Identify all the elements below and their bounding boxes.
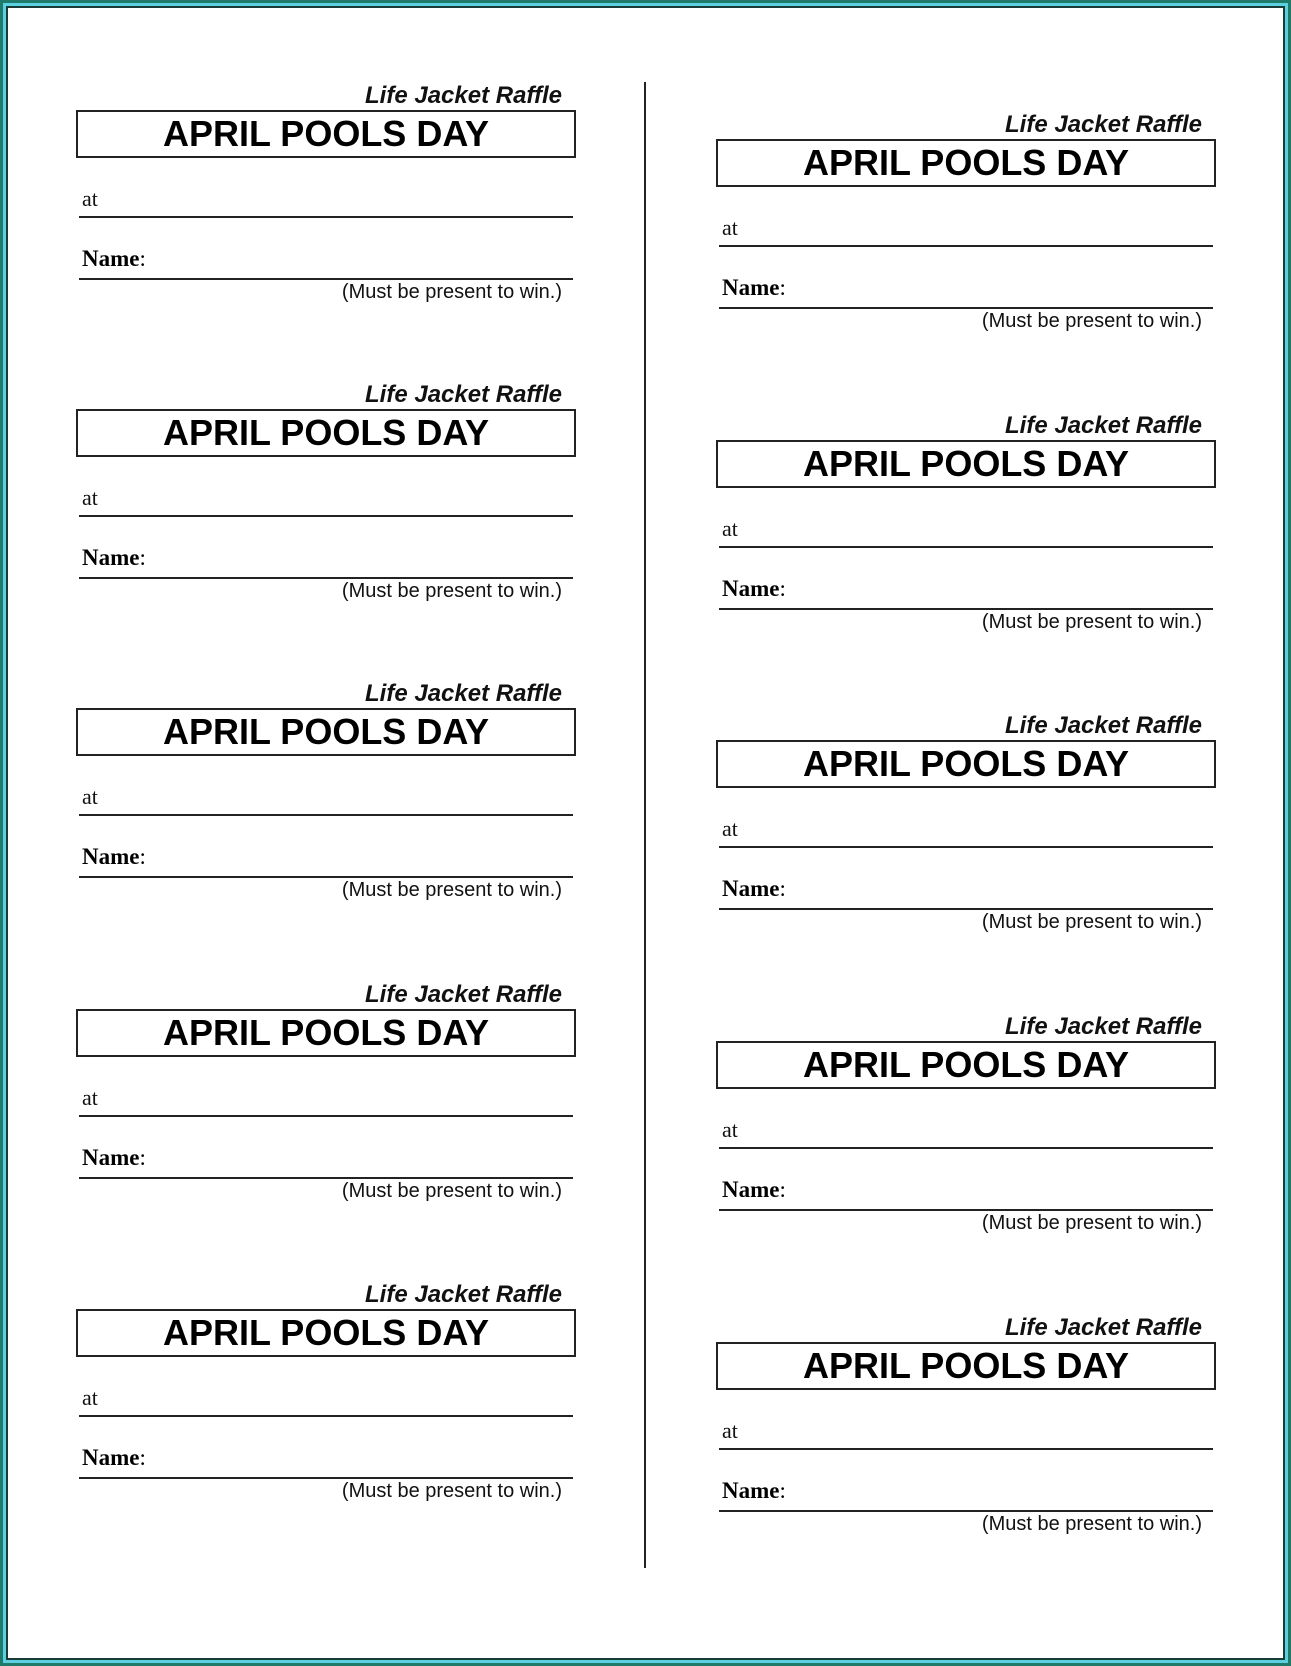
name-fill-line[interactable] bbox=[719, 307, 1213, 309]
presence-note: (Must be present to win.) bbox=[341, 1480, 562, 1502]
raffle-ticket bbox=[76, 1281, 586, 1541]
presence-note: (Must be present to win.) bbox=[981, 911, 1202, 933]
name-label-colon: : bbox=[139, 246, 146, 271]
name-label-colon: : bbox=[139, 1145, 146, 1170]
name-label bbox=[82, 1445, 146, 1471]
at-label: at bbox=[722, 1418, 738, 1443]
name-label bbox=[722, 576, 786, 602]
at-fill-line[interactable] bbox=[79, 814, 573, 816]
name-label-text: Name bbox=[82, 545, 140, 570]
presence-note: (Must be present to win.) bbox=[341, 1180, 562, 1202]
raffle-label: Life Jacket Raffle bbox=[1005, 712, 1202, 739]
raffle-label: Life Jacket Raffle bbox=[1005, 1314, 1202, 1341]
name-label bbox=[82, 246, 146, 272]
event-title-box: APRIL POOLS DAY bbox=[76, 708, 576, 756]
raffle-label: Life Jacket Raffle bbox=[365, 381, 562, 408]
at-fill-line[interactable] bbox=[79, 1415, 573, 1417]
at-label: at bbox=[82, 1385, 98, 1410]
at-label: at bbox=[82, 1085, 98, 1110]
event-title-box: APRIL POOLS DAY bbox=[716, 139, 1216, 187]
at-fill-line[interactable] bbox=[719, 1448, 1213, 1450]
name-fill-line[interactable] bbox=[719, 608, 1213, 610]
raffle-ticket bbox=[76, 981, 586, 1241]
event-title-box: APRIL POOLS DAY bbox=[716, 1041, 1216, 1089]
name-label bbox=[82, 844, 146, 870]
name-label-text: Name bbox=[82, 844, 140, 869]
presence-note: (Must be present to win.) bbox=[981, 1513, 1202, 1535]
name-label-text: Name bbox=[722, 576, 780, 601]
name-label bbox=[722, 1478, 786, 1504]
name-label-colon: : bbox=[139, 844, 146, 869]
at-label: at bbox=[82, 485, 98, 510]
name-fill-line[interactable] bbox=[79, 278, 573, 280]
raffle-ticket bbox=[716, 1013, 1226, 1273]
raffle-label: Life Jacket Raffle bbox=[1005, 111, 1202, 138]
name-fill-line[interactable] bbox=[79, 876, 573, 878]
event-title-box: APRIL POOLS DAY bbox=[76, 1009, 576, 1057]
name-label bbox=[722, 275, 786, 301]
name-label-text: Name bbox=[722, 1177, 780, 1202]
name-label-text: Name bbox=[722, 876, 780, 901]
raffle-label: Life Jacket Raffle bbox=[365, 680, 562, 707]
event-title-box: APRIL POOLS DAY bbox=[716, 740, 1216, 788]
raffle-label: Life Jacket Raffle bbox=[1005, 412, 1202, 439]
event-title-box: APRIL POOLS DAY bbox=[76, 409, 576, 457]
column-divider bbox=[644, 82, 646, 1568]
name-fill-line[interactable] bbox=[79, 1177, 573, 1179]
name-label-colon: : bbox=[779, 876, 786, 901]
name-label bbox=[82, 1145, 146, 1171]
name-label-colon: : bbox=[779, 1478, 786, 1503]
at-fill-line[interactable] bbox=[719, 846, 1213, 848]
at-fill-line[interactable] bbox=[719, 546, 1213, 548]
name-fill-line[interactable] bbox=[79, 1477, 573, 1479]
name-fill-line[interactable] bbox=[719, 1209, 1213, 1211]
name-label-colon: : bbox=[139, 545, 146, 570]
name-label bbox=[722, 876, 786, 902]
event-title-box: APRIL POOLS DAY bbox=[716, 1342, 1216, 1390]
presence-note: (Must be present to win.) bbox=[341, 879, 562, 901]
name-label-text: Name bbox=[82, 1445, 140, 1470]
name-label bbox=[82, 545, 146, 571]
raffle-ticket bbox=[76, 680, 586, 940]
at-label: at bbox=[722, 816, 738, 841]
event-title-box: APRIL POOLS DAY bbox=[716, 440, 1216, 488]
name-label-text: Name bbox=[722, 275, 780, 300]
at-label: at bbox=[82, 186, 98, 211]
at-fill-line[interactable] bbox=[79, 1115, 573, 1117]
name-label-colon: : bbox=[779, 1177, 786, 1202]
raffle-label: Life Jacket Raffle bbox=[365, 981, 562, 1008]
name-fill-line[interactable] bbox=[79, 577, 573, 579]
name-label-text: Name bbox=[82, 1145, 140, 1170]
presence-note: (Must be present to win.) bbox=[981, 611, 1202, 633]
name-label-colon: : bbox=[779, 275, 786, 300]
raffle-ticket bbox=[716, 1314, 1226, 1574]
at-fill-line[interactable] bbox=[79, 216, 573, 218]
at-fill-line[interactable] bbox=[719, 245, 1213, 247]
presence-note: (Must be present to win.) bbox=[981, 1212, 1202, 1234]
name-label-colon: : bbox=[139, 1445, 146, 1470]
presence-note: (Must be present to win.) bbox=[341, 580, 562, 602]
presence-note: (Must be present to win.) bbox=[341, 281, 562, 303]
at-fill-line[interactable] bbox=[719, 1147, 1213, 1149]
raffle-label: Life Jacket Raffle bbox=[365, 82, 562, 109]
raffle-ticket bbox=[716, 712, 1226, 972]
name-label-text: Name bbox=[722, 1478, 780, 1503]
at-label: at bbox=[722, 215, 738, 240]
raffle-ticket bbox=[76, 381, 586, 641]
at-label: at bbox=[722, 1117, 738, 1142]
raffle-label: Life Jacket Raffle bbox=[1005, 1013, 1202, 1040]
name-label-text: Name bbox=[82, 246, 140, 271]
raffle-label: Life Jacket Raffle bbox=[365, 1281, 562, 1308]
at-label: at bbox=[82, 784, 98, 809]
event-title-box: APRIL POOLS DAY bbox=[76, 110, 576, 158]
raffle-ticket bbox=[716, 412, 1226, 672]
presence-note: (Must be present to win.) bbox=[981, 310, 1202, 332]
event-title-box: APRIL POOLS DAY bbox=[76, 1309, 576, 1357]
raffle-ticket bbox=[716, 111, 1226, 371]
at-label: at bbox=[722, 516, 738, 541]
name-fill-line[interactable] bbox=[719, 908, 1213, 910]
name-label-colon: : bbox=[779, 576, 786, 601]
name-label bbox=[722, 1177, 786, 1203]
raffle-ticket bbox=[76, 82, 586, 342]
at-fill-line[interactable] bbox=[79, 515, 573, 517]
name-fill-line[interactable] bbox=[719, 1510, 1213, 1512]
